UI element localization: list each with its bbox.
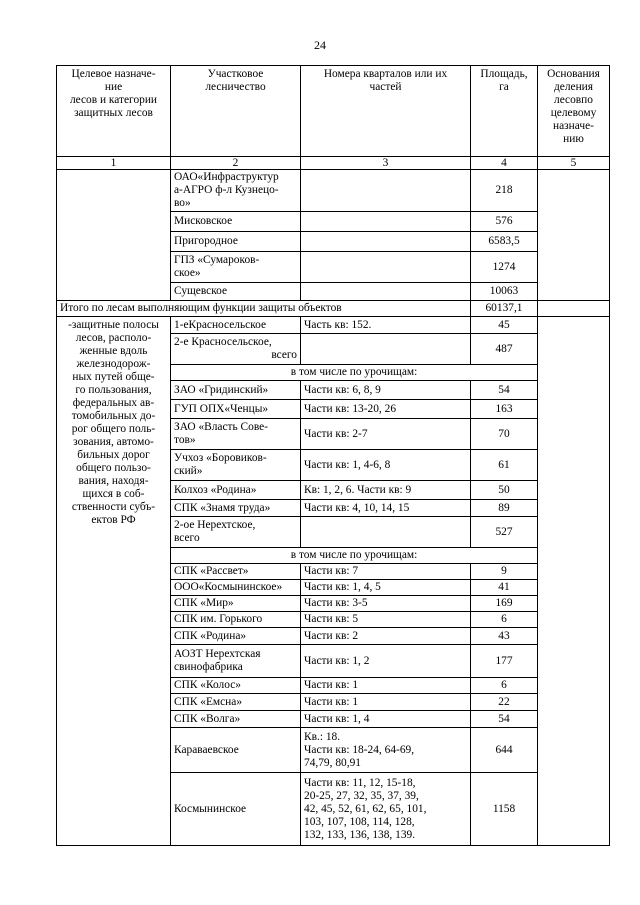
quarters-cell: Части кв: 13-20, 26 — [301, 400, 471, 419]
subheader-cell: в том числе по урочищам: — [171, 548, 538, 564]
area-cell: 169 — [471, 596, 538, 612]
quarters-cell — [301, 212, 471, 232]
quarters-cell — [301, 517, 471, 548]
forestry-cell: Космынинское — [171, 773, 301, 846]
forestry-cell: СПК «Емсна» — [171, 694, 301, 711]
forestry-cell: 2-ое Нерехтское, всего — [171, 517, 301, 548]
area-cell: 10063 — [471, 283, 538, 301]
column-number: 4 — [471, 157, 538, 170]
purpose-cell: -защитные полосы лесов, располо- женные вдоль железнодорож- ных путей обще- го пользования, федеральных ав- томобильных до- рог общего поль- зования, автомо- бильных дорог общего пользо- вания, находя- щихся в соб- ственности субъ- ектов РФ — [57, 317, 171, 846]
basis-cell-empty — [538, 317, 610, 846]
quarters-cell: Часть кв: 152. — [301, 317, 471, 334]
area-cell: 50 — [471, 481, 538, 500]
quarters-cell: Части кв: 1, 4, 5 — [301, 580, 471, 596]
quarters-cell — [301, 252, 471, 283]
area-cell: 89 — [471, 500, 538, 517]
table-row — [57, 317, 610, 334]
quarters-cell: Части кв: 3-5 — [301, 596, 471, 612]
forestry-cell: СПК им. Горького — [171, 612, 301, 628]
area-cell: 576 — [471, 212, 538, 232]
forestry-cell: АОЗТ Нерехтская свинофабрика — [171, 645, 301, 678]
column-header: Целевое назначе- ние лесов и категории защитных лесов — [57, 66, 171, 157]
forestry-cell: СПК «Знамя труда» — [171, 500, 301, 517]
basis-cell-empty — [538, 301, 610, 317]
forestry-cell: ОАО«Инфраструктур а-АГРО ф-л Кузнецо- во» — [171, 170, 301, 212]
area-cell: 6583,5 — [471, 232, 538, 252]
quarters-cell: Части кв: 6, 8, 9 — [301, 381, 471, 400]
column-number: 1 — [57, 157, 171, 170]
quarters-cell — [301, 283, 471, 301]
table-row — [57, 157, 610, 170]
area-cell: 43 — [471, 628, 538, 645]
forestry-total-note: всего — [271, 349, 297, 361]
forestry-cell: СПК «Волга» — [171, 711, 301, 728]
quarters-cell: Части кв: 2 — [301, 628, 471, 645]
area-cell: 6 — [471, 612, 538, 628]
purpose-cell-empty — [57, 170, 171, 301]
area-cell: 41 — [471, 580, 538, 596]
forestry-cell: Караваевское — [171, 728, 301, 773]
total-area: 60137,1 — [471, 301, 538, 317]
forestry-cell: Пригородное — [171, 232, 301, 252]
quarters-cell — [301, 170, 471, 212]
forestry-cell: ЗАО «Гридинский» — [171, 381, 301, 400]
column-header: Площадь, га — [471, 66, 538, 157]
area-cell: 22 — [471, 694, 538, 711]
forestry-cell — [171, 334, 301, 365]
forestry-cell: 1-еКрасносельское — [171, 317, 301, 334]
column-header: Основания деления лесовпо целевому назначе- нию — [538, 66, 610, 157]
quarters-cell — [301, 232, 471, 252]
total-label: Итого по лесам выполняющим функции защиты объектов — [57, 301, 471, 317]
table-row — [57, 301, 610, 317]
quarters-cell: Кв: 1, 2, 6. Части кв: 9 — [301, 481, 471, 500]
quarters-cell: Части кв: 1, 4 — [301, 711, 471, 728]
area-cell: 70 — [471, 419, 538, 450]
quarters-cell: Части кв: 2-7 — [301, 419, 471, 450]
area-cell: 6 — [471, 678, 538, 694]
column-header: Номера кварталов или их частей — [301, 66, 471, 157]
quarters-cell: Части кв: 4, 10, 14, 15 — [301, 500, 471, 517]
forestry-cell: Учхоз «Боровиков- ский» — [171, 450, 301, 481]
area-cell: 45 — [471, 317, 538, 334]
area-cell: 1158 — [471, 773, 538, 846]
area-cell: 163 — [471, 400, 538, 419]
page-number: 24 — [314, 38, 326, 52]
forestry-cell: ЗАО «Власть Сове- тов» — [171, 419, 301, 450]
area-cell: 177 — [471, 645, 538, 678]
area-cell: 54 — [471, 381, 538, 400]
area-cell: 54 — [471, 711, 538, 728]
forest-purpose-table — [56, 65, 610, 846]
forestry-cell: Мисковское — [171, 212, 301, 232]
area-cell: 1274 — [471, 252, 538, 283]
forestry-cell: ГУП ОПХ«Ченцы» — [171, 400, 301, 419]
basis-cell-empty — [538, 170, 610, 301]
area-cell: 218 — [471, 170, 538, 212]
area-cell: 9 — [471, 564, 538, 580]
quarters-cell: Части кв: 7 — [301, 564, 471, 580]
quarters-cell: Части кв: 11, 12, 15-18, 20-25, 27, 32, 35, 37, 39, 42, 45, 52, 61, 62, 65, 101, 103, 107, 108, 114, 128, 132, 133, 136, 138, 139. — [301, 773, 471, 846]
quarters-cell: Части кв: 5 — [301, 612, 471, 628]
column-number: 2 — [171, 157, 301, 170]
table-row — [57, 66, 610, 157]
table-row — [57, 170, 610, 212]
area-cell: 61 — [471, 450, 538, 481]
quarters-cell: Части кв: 1, 2 — [301, 645, 471, 678]
forestry-cell: СПК «Колос» — [171, 678, 301, 694]
area-cell: 644 — [471, 728, 538, 773]
subheader-cell: в том числе по урочищам: — [171, 365, 538, 381]
column-number: 3 — [301, 157, 471, 170]
forestry-cell: ООО«Космынинское» — [171, 580, 301, 596]
column-number: 5 — [538, 157, 610, 170]
column-header: Участковое лесничество — [171, 66, 301, 157]
quarters-cell: Части кв: 1, 4-6, 8 — [301, 450, 471, 481]
forestry-cell: СПК «Рассвет» — [171, 564, 301, 580]
forestry-cell: СПК «Родина» — [171, 628, 301, 645]
area-cell: 527 — [471, 517, 538, 548]
forestry-cell: Сущевское — [171, 283, 301, 301]
area-cell: 487 — [471, 334, 538, 365]
forestry-name: 2-е Красносельское, — [174, 336, 272, 348]
forestry-cell: ГПЗ «Сумароков- ское» — [171, 252, 301, 283]
forestry-cell: СПК «Мир» — [171, 596, 301, 612]
forestry-cell: Колхоз «Родина» — [171, 481, 301, 500]
quarters-cell: Части кв: 1 — [301, 678, 471, 694]
quarters-cell: Кв.: 18. Части кв: 18-24, 64-69, 74,79, 80,91 — [301, 728, 471, 773]
quarters-cell — [301, 334, 471, 365]
quarters-cell: Части кв: 1 — [301, 694, 471, 711]
